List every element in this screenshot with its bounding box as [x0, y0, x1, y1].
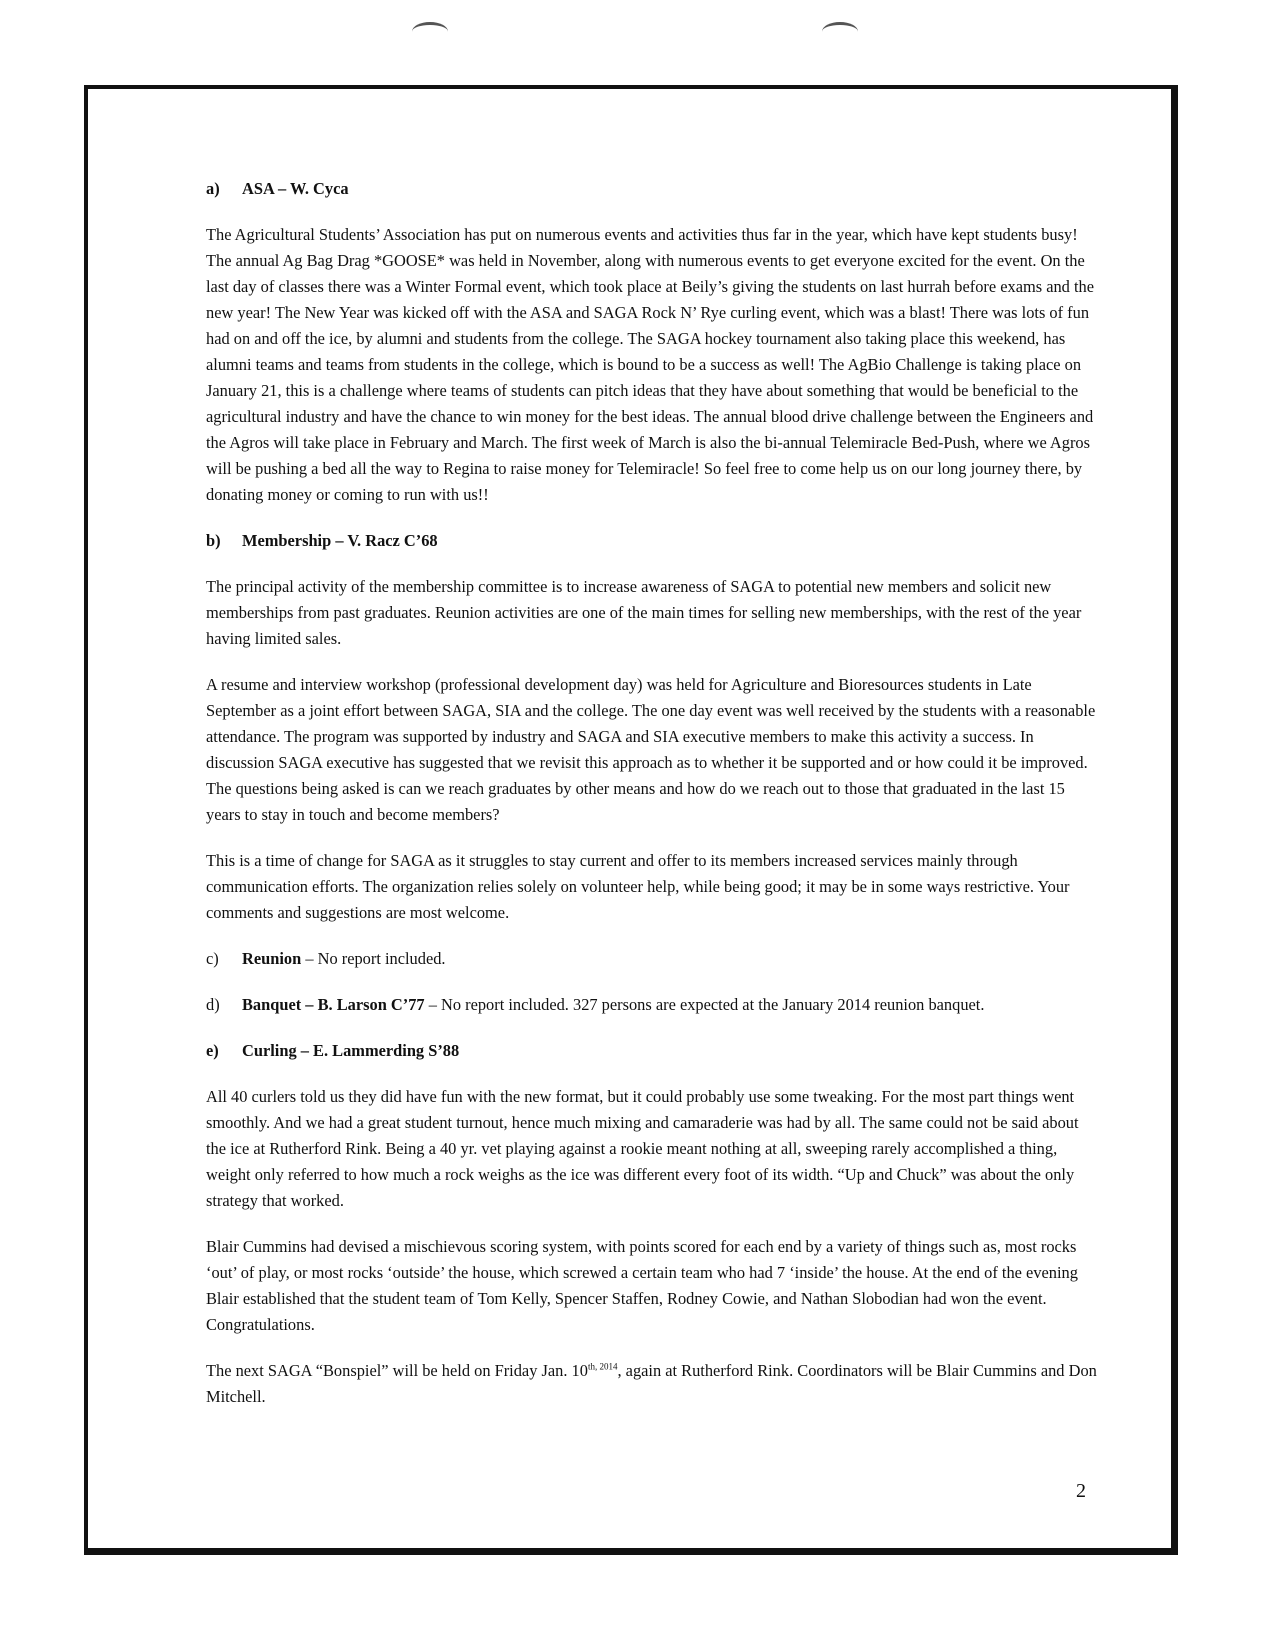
section-banquet	[206, 992, 1101, 1018]
date-superscript: th, 2014	[587, 1361, 618, 1372]
section-body	[242, 946, 446, 972]
section-letter: b)	[206, 531, 221, 550]
paragraph	[206, 1358, 1101, 1410]
section-title: Membership – V. Racz C’68	[242, 531, 438, 550]
paragraph: The Agricultural Students’ Association has put on numerous events and activities thus far in the year, which have kept students busy! The annual Ag Bag Drag *GOOSE* was held in November, along with numerous events to get everyone excited for the event. On the last day of classes there was a Winter Formal event, which took place at Beily’s giving the students on last hurrah before exams and the new year! The New Year was kicked off with the ASA and SAGA Rock N’ Rye curling event, which was a blast! There was lots of fun had on and off the ice, by alumni and students from the college. The SAGA hockey tournament also taking place this weekend, has alumni teams and teams from students in the college, which is bound to be a success as well! The AgBio Challenge is taking place on January 21, this is a challenge where teams of students can pitch ideas that they have about something that would be beneficial to the agricultural industry and have the chance to win money for the best ideas. The annual blood drive challenge between the Engineers and the Agros will take place in February and March. The first week of March is also the bi-annual Telemiracle Bed-Push, where we Agros will be pushing a bed all the way to Regina to raise money for Telemiracle! So feel free to come help us on our long journey there, by donating money or coming to run with us!!	[206, 225, 1094, 504]
bonspiel-text-end: , again at Rutherford Rink. Coordinators will be Blair Cummins and Don Mitchell.	[206, 1361, 1097, 1406]
section-body	[242, 992, 984, 1018]
bonspiel-text: The next SAGA “Bonspiel” will be held on Friday Jan. 10	[206, 1361, 588, 1380]
section-title: Banquet – B. Larson C’77	[242, 995, 425, 1014]
section-heading	[206, 176, 1101, 202]
section-reunion	[206, 946, 1101, 972]
paragraph: Blair Cummins had devised a mischievous scoring system, with points scored for each end by a variety of things such as, most rocks ‘out’ of play, or most rocks ‘outside’ the house, which screwed a certain team who had 7 ‘inside’ the house. At the end of the evening Blair established that the student team of Tom Kelly, Spencer Staffen, Rodney Cowie, and Nathan Slobodian had won the event. Congratulations.	[206, 1237, 1078, 1334]
section-title: Curling – E. Lammerding S’88	[242, 1041, 460, 1060]
binder-hole-mark	[412, 22, 448, 41]
section-text: – No report included. 327 persons are expected at the January 2014 reunion banquet.	[424, 995, 985, 1014]
paragraph: A resume and interview workshop (professional development day) was held for Agriculture and Bioresources students in Late September as a joint effort between SAGA, SIA and the college. The one day event was well received by the students with a reasonable attendance. The program was supported by industry and SAGA and SIA executive members to make this activity a success. In discussion SAGA executive has suggested that we revisit this approach as to whether it be supported and or how could it be improved. The questions being asked is can we reach graduates by other means and how do we reach out to those that graduated in the last 15 years to stay in touch and become members?	[206, 675, 1096, 824]
section-heading	[206, 1038, 1101, 1064]
section-letter: c)	[206, 949, 219, 968]
report-content	[206, 176, 1101, 1430]
paragraph: All 40 curlers told us they did have fun with the new format, but it could probably use some tweaking. For the most part things went smoothly. And we had a great student turnout, hence much mixing and camaraderie was had by all. The same could not be said about the ice at Rutherford Rink. Being a 40 yr. vet playing against a rookie meant nothing at all, sweeping rarely accomplished a thing, weight only referred to how much a rock weighs as the ice was different every foot of its width. “Up and Chuck” was about the only strategy that worked.	[206, 1087, 1079, 1210]
paragraph: The principal activity of the membership committee is to increase awareness of SAGA to potential new members and solicit new memberships from past graduates. Reunion activities are one of the main times for selling new memberships, with the rest of the year having limited sales.	[206, 577, 1082, 648]
section-curling	[206, 1038, 1101, 1410]
section-title: ASA – W. Cyca	[242, 179, 349, 198]
paragraph: This is a time of change for SAGA as it struggles to stay current and offer to its members increased services mainly through communication efforts. The organization relies solely on volunteer help, while being good; it may be in some ways restrictive. Your comments and suggestions are most welcome.	[206, 851, 1070, 922]
section-heading	[206, 528, 1101, 554]
section-letter: a)	[206, 179, 220, 198]
binder-hole-mark	[822, 22, 858, 41]
section-letter: e)	[206, 1041, 219, 1060]
section-title: Reunion	[242, 949, 302, 968]
section-asa	[206, 176, 1101, 508]
page-number: 2	[1076, 1480, 1086, 1502]
section-membership	[206, 528, 1101, 926]
section-letter: d)	[206, 995, 220, 1014]
section-text: – No report included.	[301, 949, 446, 968]
